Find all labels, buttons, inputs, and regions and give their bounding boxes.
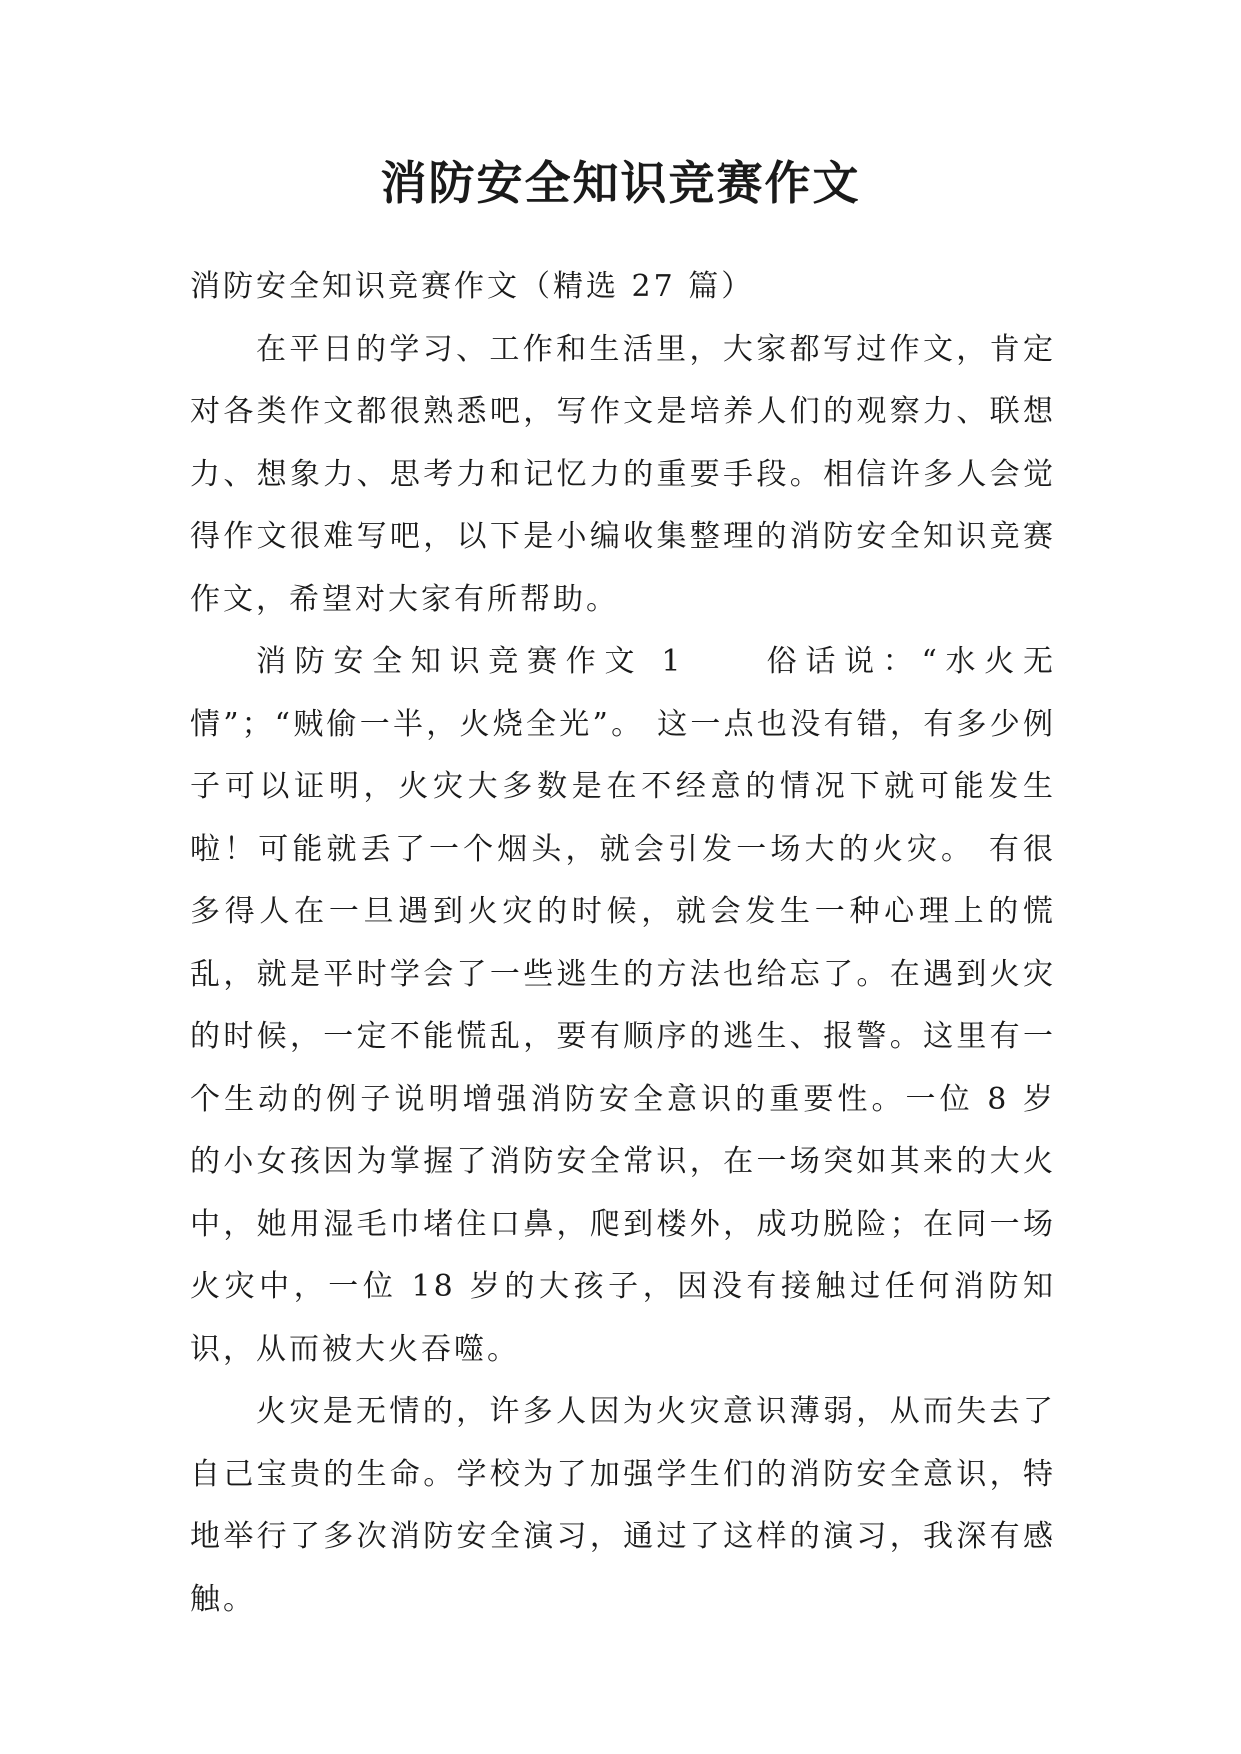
document-body	[190, 256, 1056, 1631]
page-title: 消防安全知识竞赛作文	[380, 156, 861, 210]
paragraph-essay-1: 消防安全知识竞赛作文 1 俗话说：“水火无情”；“贼偷一半，火烧全光”。 这一点也没有错，有多少例子可以证明，火灾大多数是在不经意的情况下就可能发生啦！可能就丢了一个烟头，就会引发一场大的火灾。 有很多得人在一旦遇到火灾的时候，就会发生一种心理上的慌乱，就是平时学会了一些逃生的方法也给忘了。在遇到火灾的时候，一定不能慌乱，要有顺序的逃生、报警。这里有一个生动的例子说明增强消防安全意识的重要性。一位 8 岁的小女孩因为掌握了消防安全常识，在一场突如其来的大火中，她用湿毛巾堵住口鼻，爬到楼外，成功脱险；在同一场火灾中，一位 18 岁的大孩子，因没有接触过任何消防知识，从而被大火吞噬。	[190, 644, 1056, 1367]
paragraph-essay-1-continued: 火灾是无情的，许多人因为火灾意识薄弱，从而失去了自己宝贵的生命。学校为了加强学生们的消防安全意识，特地举行了多次消防安全演习，通过了这样的演习，我深有感触。	[190, 1394, 1056, 1617]
paragraph-intro: 在平日的学习、工作和生活里，大家都写过作文，肯定对各类作文都很熟悉吧，写作文是培养人们的观察力、联想力、想象力、思考力和记忆力的重要手段。相信许多人会觉得作文很难写吧，以下是小编收集整理的消防安全知识竞赛作文，希望对大家有所帮助。	[190, 331, 1056, 617]
document-subtitle: 消防安全知识竞赛作文（精选 27 篇）	[190, 269, 755, 304]
